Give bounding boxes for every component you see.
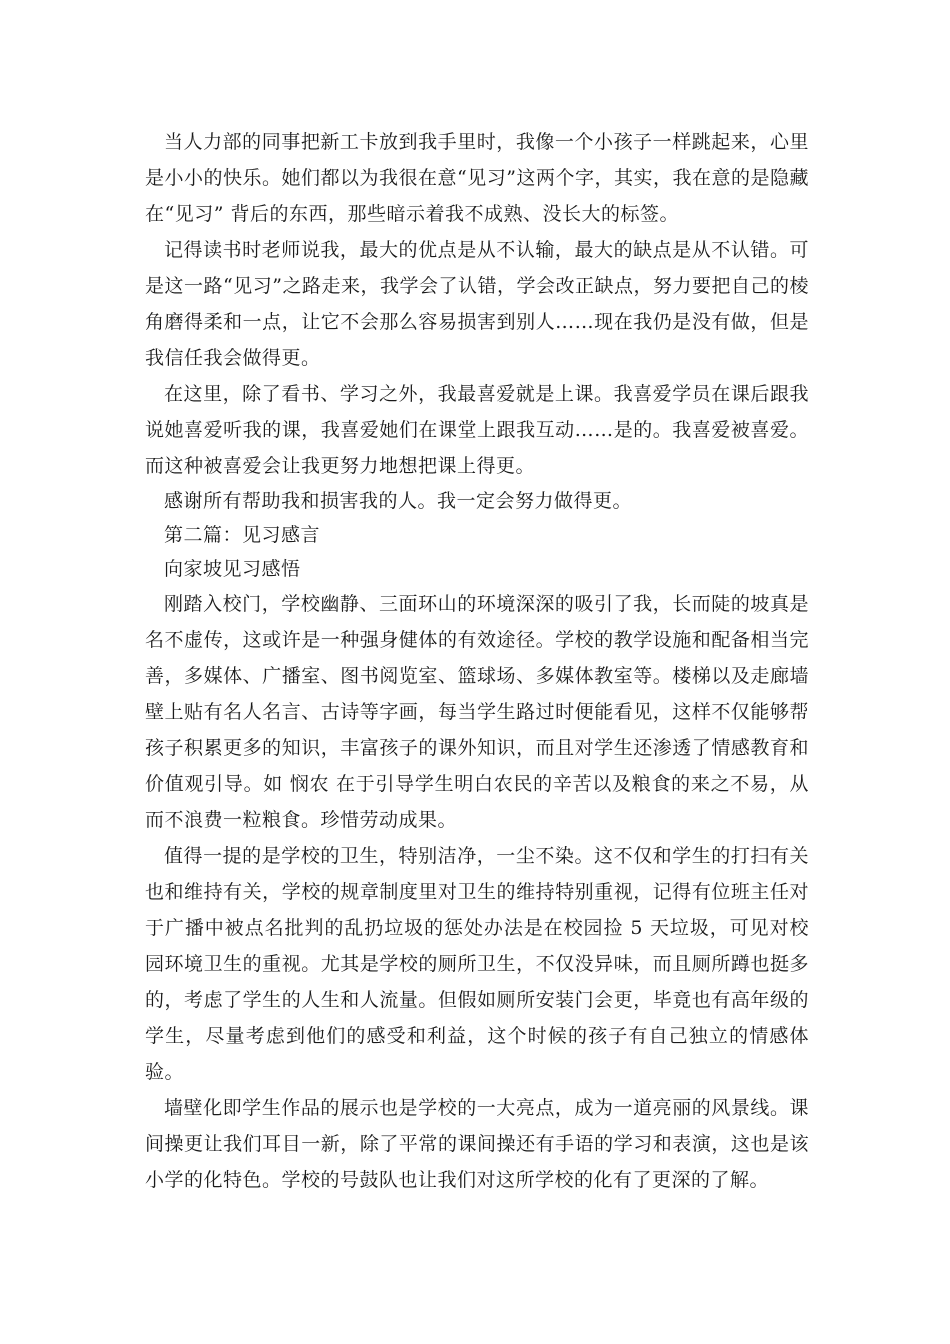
paragraph-teaching: 在这里，除了看书、学习之外，我最喜爱就是上课。我喜爱学员在课后跟我说她喜爱听我的课，我喜爱她们在课堂上跟我互动……是的。我喜爱被喜爱。而这种被喜爱会让我更努力地想把课上得更。 xyxy=(145,383,809,477)
document-body xyxy=(145,124,809,1198)
section-heading: 第二篇：见习感言 xyxy=(164,524,321,546)
paragraph-work-badge: 当人力部的同事把新工卡放到我手里时，我像一个小孩子一样跳起来，心里是小小的快乐。她们都以为我很在意“见习”这两个字，其实，我在意的是隐藏在“见习” 背后的东西，那些暗示着我不成熟、没长大的标签。 xyxy=(145,131,809,225)
paragraph-school-culture: 墙壁化即学生作品的展示也是学校的一大亮点，成为一道亮丽的风景线。课间操更让我们耳目一新，除了平常的课间操还有手语的学习和表演，这也是该小学的化特色。学校的号鼓队也让我们对这所学校的化有了更深的了解。 xyxy=(145,1097,809,1191)
paragraph-thanks: 感谢所有帮助我和损害我的人。我一定会努力做得更。 xyxy=(164,490,633,512)
paragraph-school-environment: 刚踏入校门，学校幽静、三面环山的环境深深的吸引了我，长而陡的坡真是名不虚传，这或许是一种强身健体的有效途径。学校的教学设施和配备相当完善，多媒体、广播室、图书阅览室、篮球场、多媒体教室等。楼梯以及走廊墙壁上贴有名人名言、古诗等字画，每当学生路过时便能看见，这样不仅能够帮孩子积累更多的知识，丰富孩子的课外知识，而且对学生还渗透了情感教育和价值观引导。如 悯农 在于引导学生明白农民的辛苦以及粮食的来之不易，从而不浪费一粒粮食。珍惜劳动成果。 xyxy=(145,593,809,831)
paragraph-school-hygiene: 值得一提的是学校的卫生，特别洁净，一尘不染。这不仅和学生的打扫有关也和维持有关，学校的规章制度里对卫生的维持特别重视，记得有位班主任对于广播中被点名批判的乱扔垃圾的惩处办法是在校园捡 5 天垃圾，可见对校园环境卫生的重视。尤其是学校的厕所卫生，不仅没异味，而且厕所蹲也挺多的，考虑了学生的人生和人流量。但假如厕所安装门会更，毕竟也有高年级的学生，尽量考虑到他们的感受和利益，这个时候的孩子有自己独立的情感体验。 xyxy=(145,845,809,1083)
paragraph-teacher-comment: 记得读书时老师说我，最大的优点是从不认输，最大的缺点是从不认错。可是这一路“见习”之路走来，我学会了认错，学会改正缺点，努力要把自己的棱角磨得柔和一点，让它不会那么容易损害到别人……现在我仍是没有做，但是我信任我会做得更。 xyxy=(145,239,809,369)
section-subtitle: 向家坡见习感悟 xyxy=(164,558,301,580)
